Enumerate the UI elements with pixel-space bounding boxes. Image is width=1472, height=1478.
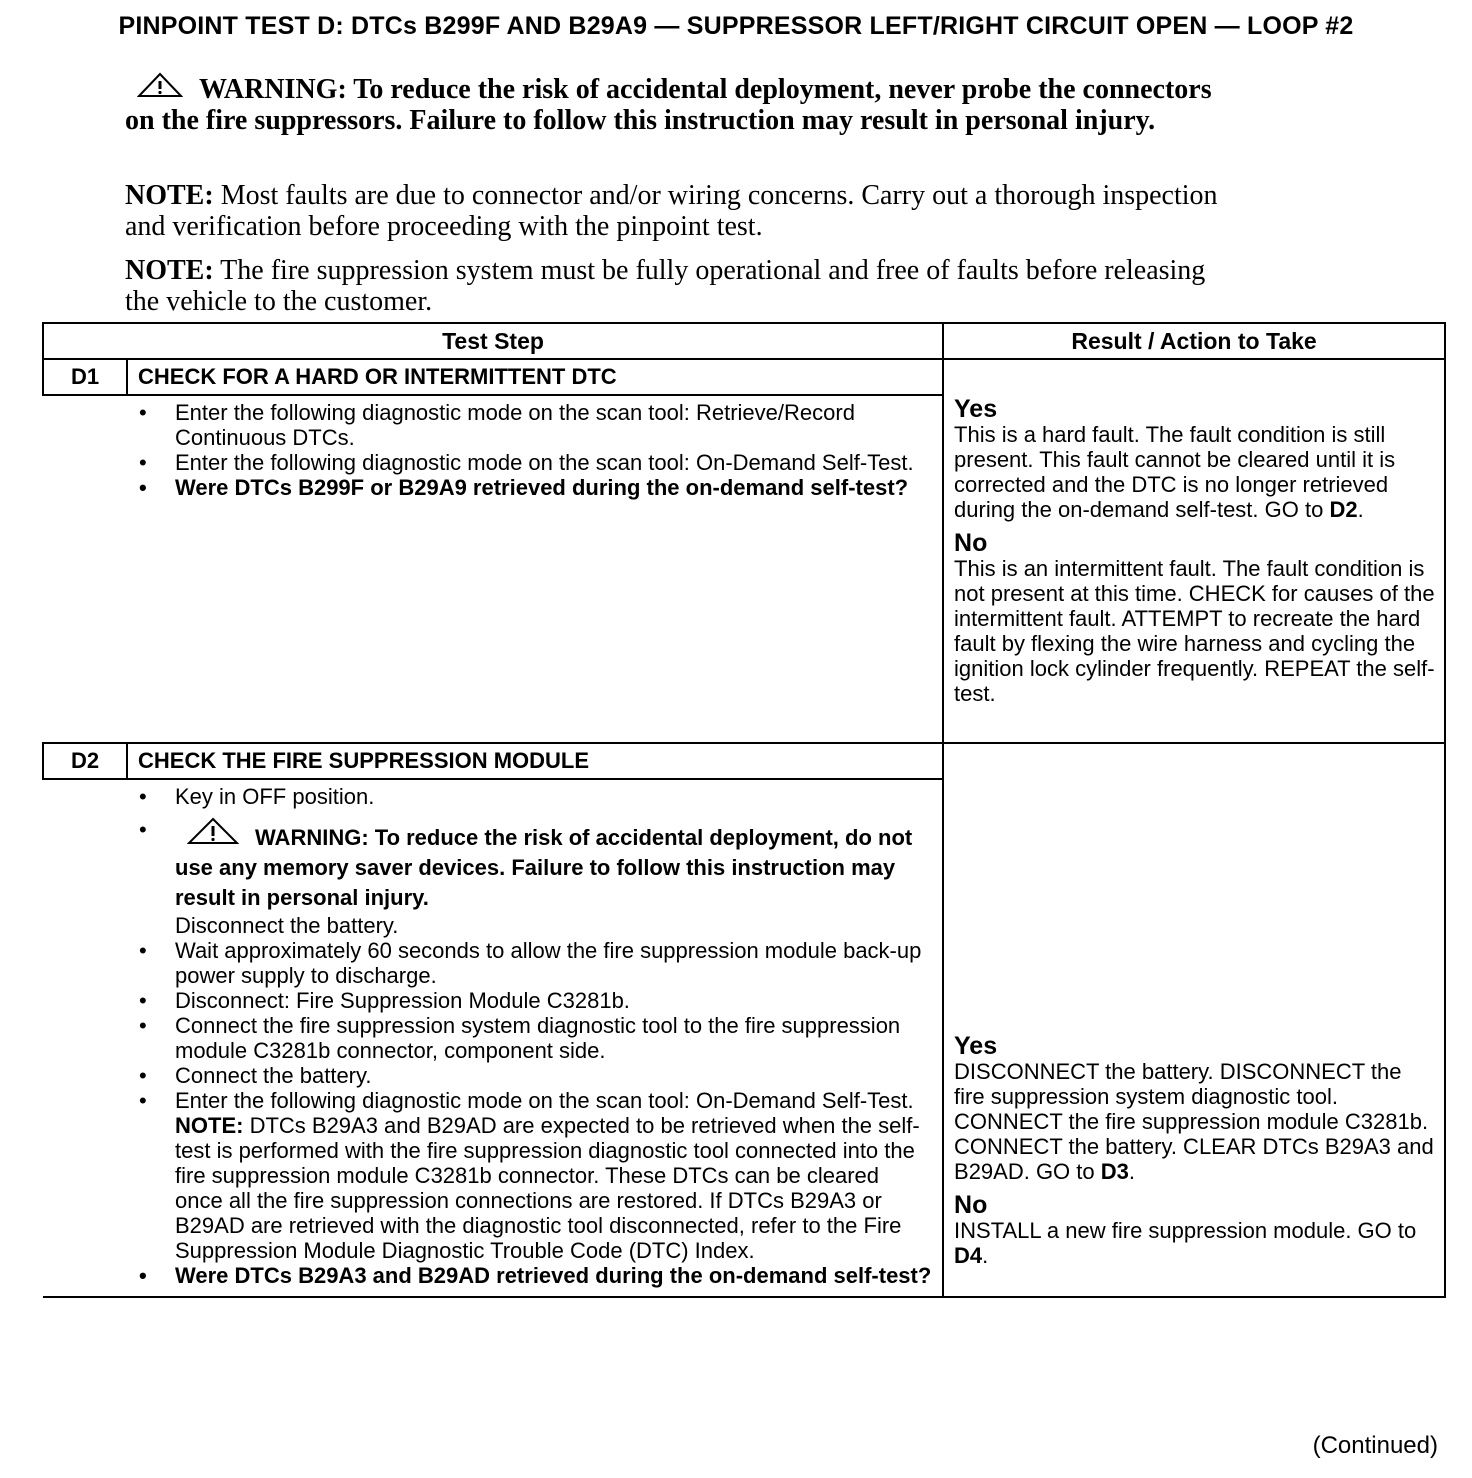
d1-heading-row xyxy=(43,359,1445,395)
warning-d2: • WARNING: To reduce the risk of accidental deployment, do not use any memory saver devices. Failure to follow this instruction may result in personal injury. xyxy=(175,817,932,913)
page-title: PINPOINT TEST D: DTCs B299F AND B29A9 — SUPPRESSOR LEFT/RIGHT CIRCUIT OPEN — LOOP #2 xyxy=(118,12,1354,40)
warning-intro: WARNING: To reduce the risk of accidental deployment, never probe the connectors on the fire suppressors. Failure to follow this instruction may result in personal injury. xyxy=(125,74,1212,136)
list-item: • Enter the following diagnostic mode on the scan tool: On-Demand Self-Test. xyxy=(43,450,932,475)
yes-label-d2: Yes xyxy=(954,1032,998,1060)
note-operational: NOTE: The fire suppression system must be fully operational and free of faults before releasing the vehicle to the customer. xyxy=(125,255,1206,317)
list-item: • Were DTCs B29A3 and B29AD retrieved during the on-demand self-test? xyxy=(43,1263,932,1288)
list-item: • Key in OFF position. xyxy=(43,784,932,809)
list-item xyxy=(43,817,932,938)
step-body-d2 xyxy=(43,779,943,1297)
d2-heading-row xyxy=(43,743,1445,779)
warning-triangle-icon xyxy=(187,817,239,845)
yes-text-d2: DISCONNECT the battery. DISCONNECT the fire suppression system diagnostic tool. CONNECT the fire suppression module C3281b. CONNECT the battery. CLEAR DTCs B29A3 and B29AD. GO to D3. xyxy=(954,1059,1434,1184)
continued-label: (Continued) xyxy=(1312,1432,1438,1459)
list-item: • Enter the following diagnostic mode on the scan tool: Retrieve/Record Continuous DTCs. xyxy=(43,400,932,450)
note-wiring: NOTE: Most faults are due to connector and/or wiring concerns. Carry out a thorough inspection and verification before proceeding with the pinpoint test. xyxy=(125,180,1218,242)
yes-label-d1: Yes xyxy=(954,395,998,423)
list-item: • Connect the battery. xyxy=(43,1063,932,1088)
yes-text-d1: This is a hard fault. The fault condition is still present. This fault cannot be cleared until it is corrected and the DTC is no longer retrieved during the on-demand self-test. GO to D2. xyxy=(954,422,1396,522)
pinpoint-test-table xyxy=(42,322,1446,1298)
step-body-d1 xyxy=(43,395,943,743)
col-header-result: Result / Action to Take xyxy=(943,323,1445,359)
no-text-d2: INSTALL a new fire suppression module. GO to D4. xyxy=(954,1218,1417,1268)
result-cell-d2 xyxy=(943,743,1445,1297)
warning-after-text: Disconnect the battery. xyxy=(175,913,399,938)
step-heading-d2: CHECK THE FIRE SUPPRESSION MODULE xyxy=(127,743,943,779)
warning-triangle-icon xyxy=(137,72,183,98)
step-number-d1: D1 xyxy=(43,359,127,395)
no-label-d1: No xyxy=(954,529,988,557)
list-item: • Enter the following diagnostic mode on the scan tool: On-Demand Self-Test. NOTE: DTCs B29A3 and B29AD are expected to be retrieved when the self-test is performed with the fire suppression diagnostic tool connected into the fire suppression module C3281b connector. These DTCs can be cleared once all the fire suppression connections are restored. If DTCs B29A3 or B29AD are retrieved with the diagnostic tool disconnected, refer to the Fire Suppression Module Diagnostic Trouble Code (DTC) Index. xyxy=(43,1088,932,1263)
table-header-row xyxy=(43,323,1445,359)
note-d2: NOTE: DTCs B29A3 and B29AD are expected to be retrieved when the self-test is performed with the fire suppression diagnostic tool connected into the fire suppression module C3281b connector. These DTCs can be cleared once all the fire suppression connections are restored. If DTCs B29A3 or B29AD are retrieved with the diagnostic tool disconnected, refer to the Fire Suppression Module Diagnostic Trouble Code (DTC) Index. xyxy=(175,1113,920,1263)
no-label-d2: No xyxy=(954,1191,988,1219)
step-heading-d1: CHECK FOR A HARD OR INTERMITTENT DTC xyxy=(127,359,943,395)
no-text-d1: This is an intermittent fault. The fault condition is not present at this time. CHECK for causes of the intermittent fault. ATTEMPT to recreate the hard fault by flexing the wire harness and cycling the ignition lock cylinder frequently. REPEAT the self-test. xyxy=(954,556,1435,706)
list-item: • Disconnect: Fire Suppression Module C3281b. xyxy=(43,988,932,1013)
result-cell-d1 xyxy=(943,359,1445,743)
col-header-test-step: Test Step xyxy=(43,323,943,359)
list-item: • Connect the fire suppression system diagnostic tool to the fire suppression module C3281b connector, component side. xyxy=(43,1013,932,1063)
list-item: • Wait approximately 60 seconds to allow the fire suppression module back-up power supply to discharge. xyxy=(43,938,932,988)
step-number-d2: D2 xyxy=(43,743,127,779)
list-item: • Were DTCs B299F or B29A9 retrieved during the on-demand self-test? xyxy=(43,475,932,500)
